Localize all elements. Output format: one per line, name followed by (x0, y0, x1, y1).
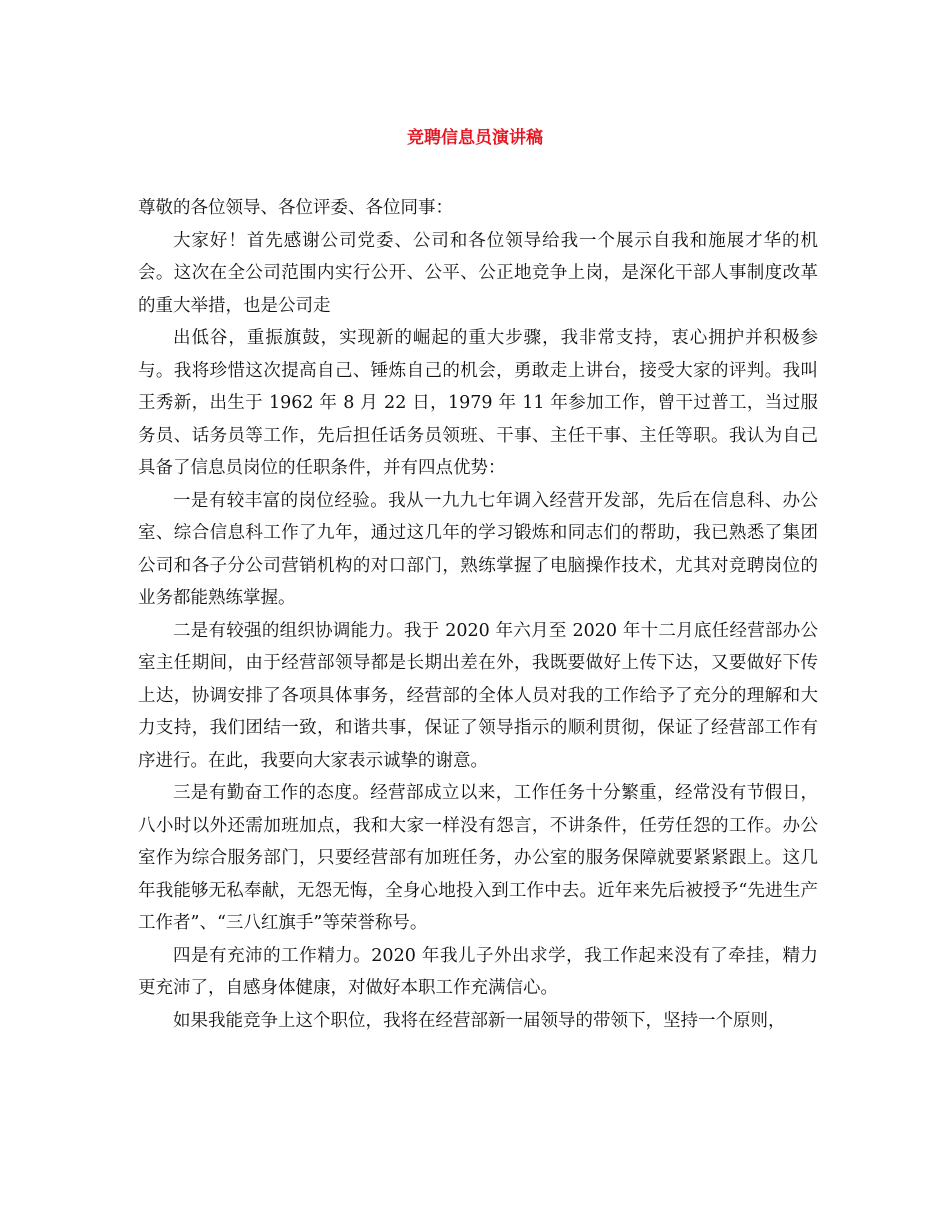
paragraph: 如果我能竞争上这个职位，我将在经营部新一届领导的带领下，坚持一个原则， (173, 1010, 786, 1031)
paragraph: 二是有较强的组织协调能力。我于 2020 年六月至 2020 年十二月底任经营部办公室主任期间，由于经营部领导都是长期出差在外，我既要做好上传下达，又要做好下传上达，协调安排了各项具体事务，经营部的全体人员对我的工作给予了充分的理解和大力支持，我们团结一致，和谐共事，保证了领导指示的顺利贯彻，保证了经营部工作有序进行。在此，我要向大家表示诚挚的谢意。 (138, 620, 818, 771)
paragraph: 出低谷，重振旗鼓，实现新的崛起的重大步骤，我非常支持，衷心拥护并积极参与。我将珍惜这次提高自己、锤炼自己的机会，勇敢走上讲台，接受大家的评判。我叫王秀新，出生于 1962 年 8 月 22 日，1979 年 11 年参加工作，曾干过普工，当过服务员、话务员等工作，先后担任话务员领班、干事、主任干事、主任等职。我认为自己具备了信息员岗位的任职条件，并有四点优势： (138, 328, 818, 478)
paragraph: 四是有充沛的工作精力。2020 年我儿子外出求学，我工作起来没有了牵挂，精力更充沛了，自感身体健康，对做好本职工作充满信心。 (138, 945, 818, 998)
document-title: 竞聘信息员演讲稿 (407, 128, 543, 148)
paragraph: 尊敬的各位领导、各位评委、各位同事： (138, 198, 453, 218)
paragraph: 大家好！首先感谢公司党委、公司和各位领导给我一个展示自我和施展才华的机会。这次在全公司范围内实行公开、公平、公正地竞争上岗，是深化干部人事制度改革的重大举措，也是公司走 (138, 230, 818, 316)
paragraph: 一是有较丰富的岗位经验。我从一九九七年调入经营开发部，先后在信息科、办公室、综合信息科工作了九年，通过这几年的学习锻炼和同志们的帮助，我已熟悉了集团公司和各子分公司营销机构的对口部门，熟练掌握了电脑操作技术，尤其对竞聘岗位的业务都能熟练掌握。 (138, 490, 818, 608)
paragraph: 三是有勤奋工作的态度。经营部成立以来，工作任务十分繁重，经常没有节假日，八小时以外还需加班加点，我和大家一样没有怨言，不讲条件，任劳任怨的工作。办公室作为综合服务部门，只要经营部有加班任务，办公室的服务保障就要紧紧跟上。这几年我能够无私奉献，无怨无悔，全身心地投入到工作中去。近年来先后被授予“先进生产工作者”、“三八红旗手”等荣誉称号。 (138, 783, 818, 933)
document-body (138, 192, 818, 1037)
